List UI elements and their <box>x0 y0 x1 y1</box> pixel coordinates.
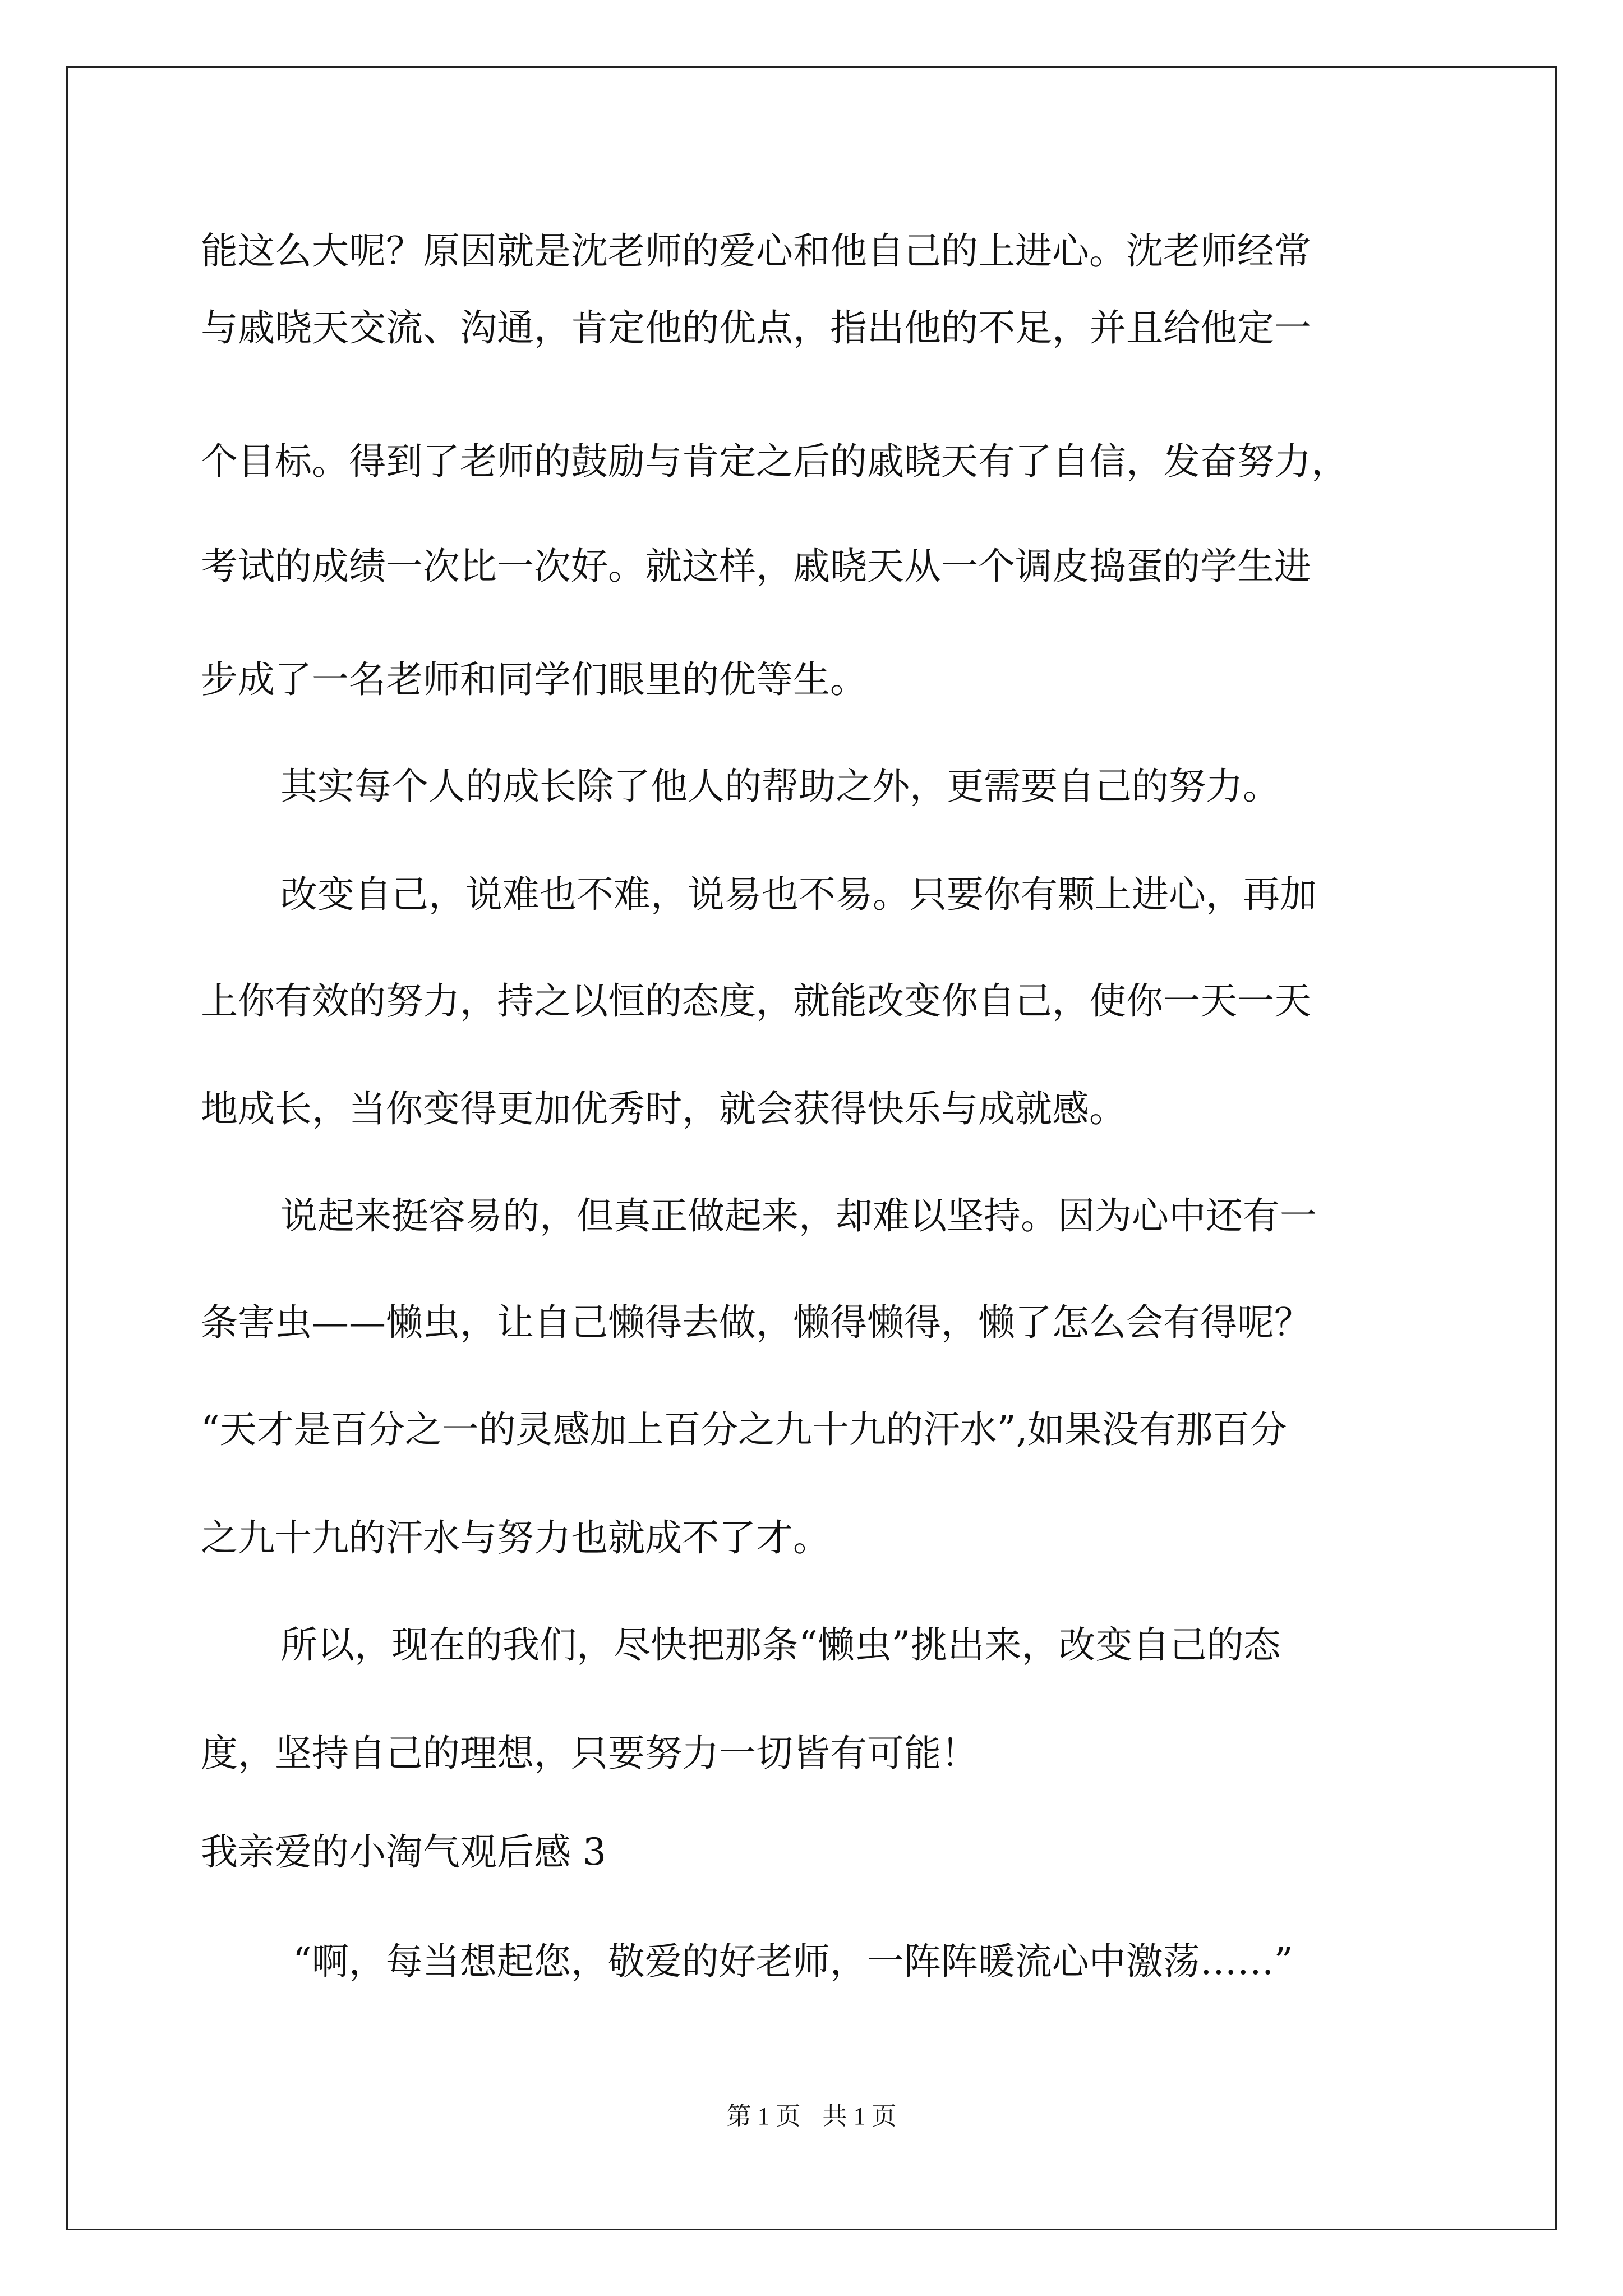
page-footer <box>0 2101 1623 2132</box>
footer-page-current: 第 1 页 <box>726 2102 801 2130</box>
text-line-17: “啊，每当想起您，敬爱的好老师，一阵阵暖流心中激荡……” <box>293 1940 1293 1983</box>
text-line-2: 与戚晓天交流、沟通，肯定他的优点，指出他的不足，并且给他定一 <box>201 306 1311 349</box>
text-line-13: 之九十九的汗水与努力也就成不了才。 <box>201 1516 830 1559</box>
text-line-4: 考试的成绩一次比一次好。就这样，戚晓天从一个调皮捣蛋的学生进 <box>201 545 1311 588</box>
page-border <box>66 66 1557 2230</box>
text-line-14: 所以，现在的我们，尽快把那条“懒虫”挑出来，改变自己的态 <box>280 1623 1281 1667</box>
footer-page-total: 共 1 页 <box>822 2102 897 2130</box>
text-line-5: 步成了一名老师和同学们眼里的优等生。 <box>201 658 867 701</box>
text-line-12: “天才是百分之一的灵感加上百分之九十九的汗水”,如果没有那百分 <box>201 1408 1287 1451</box>
text-line-11: 条害虫——懒虫，让自己懒得去做，懒得懒得，懒了怎么会有得呢？ <box>201 1301 1311 1344</box>
text-line-6: 其实每个人的成长除了他人的帮助之外，更需要自己的努力。 <box>280 765 1280 808</box>
text-line-9: 地成长，当你变得更加优秀时，就会获得快乐与成就感。 <box>201 1087 1126 1130</box>
text-line-7: 改变自己，说难也不难，说易也不易。只要你有颗上进心，再加 <box>280 873 1317 916</box>
text-line-10: 说起来挺容易的，但真正做起来，却难以坚持。因为心中还有一 <box>280 1194 1317 1237</box>
text-line-1: 能这么大呢？原因就是沈老师的爱心和他自己的上进心。沈老师经常 <box>201 229 1311 273</box>
text-line-3: 个目标。得到了老师的鼓励与肯定之后的戚晓天有了自信，发奋努力， <box>201 440 1348 483</box>
text-line-15: 度，坚持自己的理想，只要努力一切皆有可能！ <box>201 1732 978 1775</box>
section-heading: 我亲爱的小淘气观后感 3 <box>201 1830 606 1874</box>
text-line-8: 上你有效的努力，持之以恒的态度，就能改变你自己，使你一天一天 <box>201 979 1311 1023</box>
